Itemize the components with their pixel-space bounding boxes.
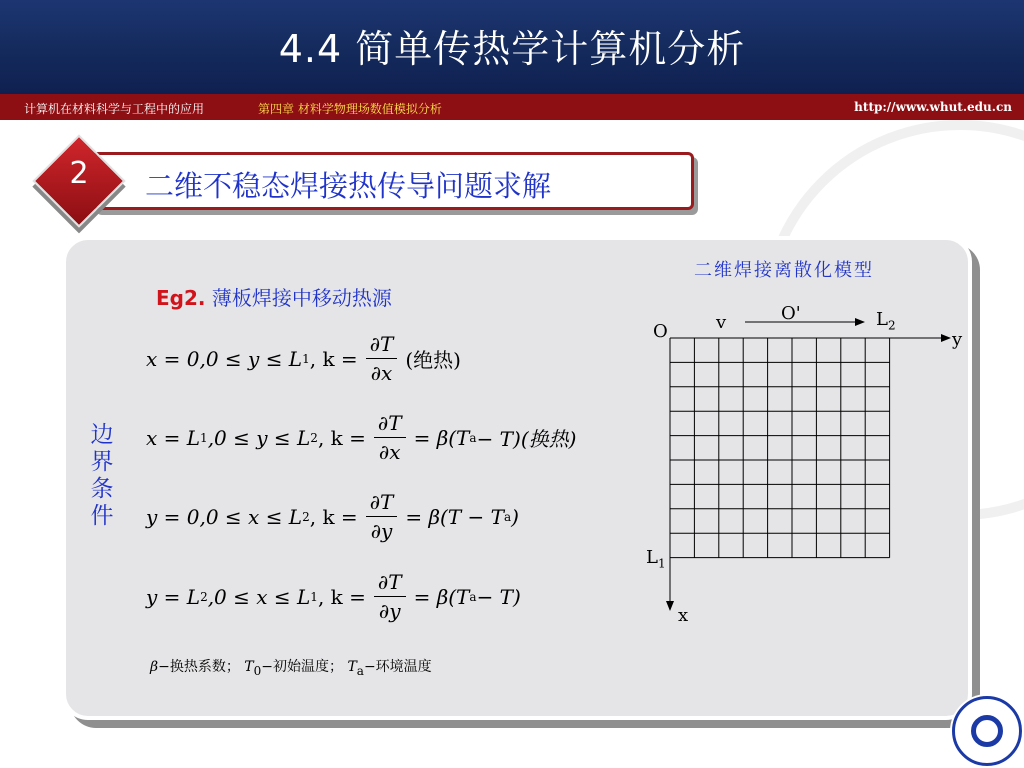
eq3-rhs-b: ) <box>511 504 519 529</box>
eq2-numerator: ∂T <box>374 411 406 438</box>
eq2-lhs: x = L <box>146 425 201 450</box>
boundary-conditions-label: 边界条件 <box>90 422 114 529</box>
eq1-rhs: (绝热) <box>405 348 461 372</box>
course-subbar <box>0 94 1024 120</box>
eq3-rhs-a: = β(T − T <box>405 504 505 529</box>
eq4-fraction <box>374 570 406 623</box>
course-name: 计算机在材料科学与工程中的应用 <box>24 102 205 116</box>
section-number: 2 <box>69 156 89 191</box>
footnote-ta-text: −环境温度 <box>363 659 432 675</box>
footnote-t0-sub: 0 <box>253 663 262 678</box>
eq3-numerator: ∂T <box>366 490 398 517</box>
l1-letter: L <box>646 547 658 568</box>
section-heading-box <box>92 152 694 210</box>
equation-1 <box>146 332 461 385</box>
eq2-denominator: ∂x <box>378 440 401 464</box>
l2-letter: L <box>876 309 888 330</box>
eq2-rhs-b: − T)(换热) <box>476 427 577 451</box>
footnote-ta: T <box>347 659 357 675</box>
equation-2 <box>146 411 576 464</box>
footnote-t0: T <box>244 659 254 675</box>
mesh-grid <box>670 338 890 558</box>
example-heading <box>156 282 392 311</box>
example-text: 薄板焊接中移动热源 <box>211 286 392 310</box>
eq3-sub: 2 <box>302 509 310 524</box>
eq2-mid: ,0 ≤ y ≤ L <box>207 425 311 450</box>
equation-3 <box>146 490 519 543</box>
x-axis-label: x <box>678 605 689 626</box>
o-prime-label: O' <box>781 303 801 324</box>
eq2-rhs-a: = β(T <box>413 425 470 450</box>
eq1-fraction <box>366 332 398 385</box>
footnote-beta-text: −换热系数； <box>158 659 240 675</box>
eq4-lhs: y = L <box>146 584 201 609</box>
symbol-footnote <box>150 656 432 678</box>
eq4-rhs-b: − T) <box>476 584 521 609</box>
eq1-sub: 1 <box>302 351 310 366</box>
eq4-sub1: 2 <box>200 589 208 604</box>
l2-label <box>876 309 896 333</box>
page-title: 4.4 简单传热学计算机分析 <box>278 27 746 71</box>
grid-svg <box>650 300 980 630</box>
l2-subscript: 2 <box>887 318 896 333</box>
eq1-denominator: ∂x <box>370 361 393 385</box>
eq4-k: , k = <box>317 584 366 609</box>
eq4-denominator: ∂y <box>378 599 401 623</box>
section-title: 二维不稳态焊接热传导问题求解 <box>145 169 552 203</box>
university-url[interactable]: http://www.whut.edu.cn <box>854 100 1012 114</box>
footnote-beta: β <box>150 659 159 675</box>
chapter-name: 第四章 材料学物理场数值模拟分析 <box>258 102 442 116</box>
l1-subscript: 1 <box>657 556 666 571</box>
l1-label <box>646 547 666 571</box>
university-logo <box>952 696 1022 766</box>
origin-label: O <box>653 321 668 342</box>
velocity-label: v <box>716 312 727 333</box>
eq2-k: , k = <box>317 425 366 450</box>
eq4-numerator: ∂T <box>374 570 406 597</box>
header-bar <box>0 0 1024 94</box>
eq3-k: , k = <box>309 504 358 529</box>
eq1-k: , k = <box>309 346 358 371</box>
equation-4 <box>146 570 521 623</box>
eq3-fraction <box>366 490 398 543</box>
eq3-rhs-sub: a <box>504 509 512 524</box>
eq2-sub2: 2 <box>310 430 318 445</box>
footnote-t0-text: −初始温度； <box>261 659 343 675</box>
eq4-sub2: 1 <box>310 589 318 604</box>
eq2-sub1: 1 <box>200 430 208 445</box>
discretization-model-diagram <box>646 300 980 630</box>
eq4-rhs-sub: a <box>469 589 477 604</box>
eq3-denominator: ∂y <box>370 519 393 543</box>
footnote-ta-sub: a <box>356 663 364 678</box>
eq1-numerator: ∂T <box>366 332 398 359</box>
example-label: Eg2. <box>156 286 206 310</box>
y-axis-label: y <box>952 329 963 350</box>
eq4-mid: ,0 ≤ x ≤ L <box>207 584 311 609</box>
eq2-fraction <box>374 411 406 464</box>
eq3-lhs: y = 0,0 ≤ x ≤ L <box>146 504 303 529</box>
eq2-rhs-sub: a <box>469 430 477 445</box>
eq4-rhs-a: = β(T <box>413 584 470 609</box>
model-title: 二维焊接离散化模型 <box>694 260 874 281</box>
eq1-lhs: x = 0,0 ≤ y ≤ L <box>146 346 303 371</box>
logo-emblem-icon <box>971 715 1003 747</box>
